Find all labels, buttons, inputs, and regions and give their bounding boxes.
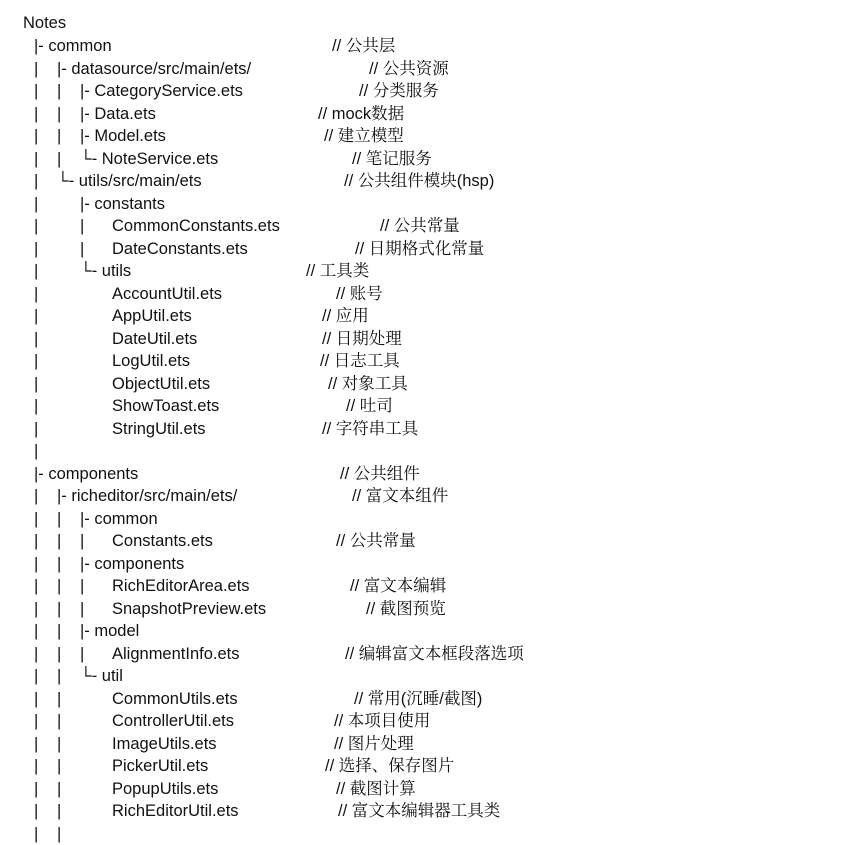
tree-row: [0, 418, 852, 440]
tree-guide-line: |: [34, 509, 39, 528]
tree-row: [0, 103, 852, 125]
tree-guide-line: |: [34, 59, 39, 78]
tree-guide-line: |: [34, 734, 39, 753]
tree-guide-line: |: [34, 149, 39, 168]
tree-row: [0, 643, 852, 665]
tree-guide-line: |: [57, 779, 62, 798]
tree-row: [0, 620, 852, 642]
tree-comment: // 图片处理: [334, 734, 414, 753]
tree-comment: // 选择、保存图片: [325, 757, 455, 775]
tree-node-label: |- Data.ets: [80, 104, 156, 123]
tree-file-name: SnapshotPreview.ets: [112, 599, 267, 618]
tree-row: [0, 328, 852, 350]
tree-guide-line: |: [57, 127, 62, 145]
tree-comment: // 常用(沉睡/截图): [354, 689, 483, 708]
tree-guide-line: |: [34, 689, 39, 708]
tree-node-label: |- datasource/src/main/ets/: [57, 59, 252, 78]
tree-comment: // 公共资源: [369, 59, 449, 78]
tree-root-label: Notes: [23, 14, 67, 32]
tree-file-name: CommonUtils.ets: [112, 689, 238, 708]
tree-row: [0, 733, 852, 755]
tree-row: [0, 148, 852, 170]
tree-guide-line: |: [34, 442, 39, 460]
tree-node-label: |- CategoryService.ets: [80, 82, 243, 100]
tree-comment: // 截图计算: [336, 779, 416, 798]
tree-guide-line: |: [57, 712, 62, 730]
tree-row: [0, 58, 852, 80]
tree-comment: // 笔记服务: [352, 149, 432, 168]
tree-comment: // 日期格式化常量: [355, 239, 485, 258]
tree-guide-line: |: [57, 149, 62, 168]
tree-guide-line: |: [80, 644, 85, 663]
tree-row: [0, 35, 852, 57]
tree-comment: // 吐司: [346, 397, 393, 415]
tree-guide-line: |: [34, 217, 39, 235]
tree-comment: // 日期处理: [322, 329, 402, 348]
tree-file-name: PickerUtil.ets: [112, 757, 209, 775]
tree-guide-line: |: [57, 667, 62, 685]
tree-guide-line: |: [34, 284, 39, 303]
tree-comment: // 富文本组件: [352, 487, 449, 505]
tree-comment: // 富文本编辑器工具类: [338, 802, 501, 820]
tree-guide-line: |: [34, 757, 39, 775]
tree-guide-line: |: [34, 239, 39, 258]
tree-guide-line: |: [80, 599, 85, 618]
tree-row: [0, 778, 852, 800]
tree-guide-line: |: [80, 577, 85, 595]
tree-comment: // 公共层: [332, 37, 396, 55]
tree-guide-line: |: [57, 104, 62, 123]
tree-comment: // 应用: [322, 307, 369, 325]
tree-row: [0, 485, 852, 507]
tree-guide-line: |: [34, 307, 39, 325]
tree-row: [0, 260, 852, 282]
tree-file-name: LogUtil.ets: [112, 352, 190, 370]
tree-comment: // 账号: [336, 284, 383, 303]
tree-comment: // 编辑富文本框段落选项: [345, 644, 524, 663]
tree-node-label: └- util: [80, 667, 123, 685]
tree-guide-line: |: [57, 509, 62, 528]
tree-file-name: PopupUtils.ets: [112, 779, 219, 798]
tree-row: [0, 215, 852, 237]
tree-row: [0, 508, 852, 530]
tree-row: [0, 350, 852, 372]
tree-guide-line: |: [34, 352, 39, 370]
tree-guide-line: |: [34, 712, 39, 730]
tree-guide-line: |: [34, 262, 39, 280]
tree-comment: // 公共常量: [380, 217, 460, 235]
tree-guide-line: |: [34, 667, 39, 685]
tree-guide-line: |: [80, 217, 85, 235]
tree-comment: // 本项目使用: [334, 712, 431, 730]
tree-guide-line: |: [34, 127, 39, 145]
tree-row: [0, 800, 852, 822]
tree-node-label: |- common: [80, 509, 158, 528]
tree-guide-line: |: [34, 419, 39, 438]
tree-node-label: └- utils: [80, 262, 132, 280]
tree-file-name: DateConstants.ets: [112, 239, 248, 258]
tree-node-label: └- utils/src/main/ets: [57, 172, 202, 190]
tree-row: [0, 193, 852, 215]
tree-node-label: |- model: [80, 622, 140, 640]
tree-file-name: ControllerUtil.ets: [112, 712, 234, 730]
tree-comment: // 对象工具: [328, 374, 408, 393]
tree-row: [0, 440, 852, 462]
tree-guide-line: |: [34, 644, 39, 663]
tree-row: [0, 710, 852, 732]
tree-node-label: └- NoteService.ets: [80, 149, 219, 168]
tree-guide-line: |: [57, 802, 62, 820]
tree-comment: // mock数据: [318, 104, 405, 123]
tree-comment: // 公共组件: [340, 464, 420, 483]
tree-guide-line: |: [34, 532, 39, 550]
tree-guide-line: |: [34, 577, 39, 595]
tree-guide-line: |: [34, 554, 39, 573]
tree-file-name: ObjectUtil.ets: [112, 374, 211, 393]
tree-row: [0, 530, 852, 552]
tree-file-name: RichEditorUtil.ets: [112, 802, 239, 820]
tree-guide-line: |: [34, 487, 39, 505]
tree-row: [0, 755, 852, 777]
tree-file-name: Constants.ets: [112, 532, 213, 550]
tree-guide-line: |: [34, 194, 39, 213]
tree-guide-line: |: [57, 644, 62, 663]
tree-guide-line: |: [57, 824, 62, 843]
tree-node-label: |- components: [80, 554, 185, 573]
tree-row: [0, 125, 852, 147]
tree-guide-line: |: [57, 82, 62, 100]
tree-row: [0, 283, 852, 305]
tree-file-name: DateUtil.ets: [112, 329, 198, 348]
tree-file-name: AppUtil.ets: [112, 307, 192, 325]
tree-row: [0, 463, 852, 485]
tree-file-name: ShowToast.ets: [112, 397, 220, 415]
tree-comment: // 富文本编辑: [350, 577, 447, 595]
tree-guide-line: |: [57, 599, 62, 618]
tree-comment: // 字符串工具: [322, 419, 419, 438]
tree-row: [0, 80, 852, 102]
tree-guide-line: |: [80, 532, 85, 550]
tree-row: [0, 238, 852, 260]
tree-comment: // 建立模型: [324, 127, 404, 145]
tree-comment: // 日志工具: [320, 352, 400, 370]
tree-guide-line: |: [34, 802, 39, 820]
tree-row: [0, 305, 852, 327]
tree-row: [0, 373, 852, 395]
tree-guide-line: |: [57, 577, 62, 595]
tree-file-name: RichEditorArea.ets: [112, 577, 250, 595]
tree-guide-line: |: [57, 689, 62, 708]
tree-guide-line: |: [57, 757, 62, 775]
tree-guide-line: |: [34, 397, 39, 415]
tree-guide-line: |: [80, 239, 85, 258]
tree-guide-line: |: [57, 734, 62, 753]
tree-comment: // 公共组件模块(hsp): [344, 172, 495, 190]
tree-row: [0, 665, 852, 687]
tree-comment: // 截图预览: [366, 599, 446, 618]
tree-guide-line: |: [34, 622, 39, 640]
tree-row: [0, 170, 852, 192]
tree-row: [0, 598, 852, 620]
tree-guide-line: |: [34, 172, 39, 190]
tree-node-label: |- Model.ets: [80, 127, 166, 145]
tree-guide-line: |: [34, 329, 39, 348]
tree-node-label: |- components: [34, 464, 139, 483]
tree-comment: // 分类服务: [359, 82, 439, 100]
tree-row: [0, 688, 852, 710]
tree-comment: // 工具类: [306, 262, 370, 280]
tree-row: [0, 575, 852, 597]
tree-file-name: AlignmentInfo.ets: [112, 644, 240, 663]
tree-guide-line: |: [57, 532, 62, 550]
tree-node-label: |- common: [34, 37, 112, 55]
tree-guide-line: |: [57, 622, 62, 640]
tree-guide-line: |: [34, 599, 39, 618]
tree-guide-line: |: [34, 82, 39, 100]
tree-guide-line: |: [34, 104, 39, 123]
tree-node-label: |- richeditor/src/main/ets/: [57, 487, 238, 505]
tree-guide-line: |: [34, 824, 39, 843]
tree-node-label: |- constants: [80, 194, 165, 213]
tree-row: [0, 553, 852, 575]
tree-guide-line: |: [34, 374, 39, 393]
tree-comment: // 公共常量: [336, 532, 416, 550]
tree-guide-line: |: [57, 554, 62, 573]
tree-file-name: CommonConstants.ets: [112, 217, 280, 235]
tree-file-name: ImageUtils.ets: [112, 734, 217, 753]
tree-guide-line: |: [34, 779, 39, 798]
tree-row: [0, 395, 852, 417]
tree-file-name: AccountUtil.ets: [112, 284, 223, 303]
tree-file-name: StringUtil.ets: [112, 419, 206, 438]
